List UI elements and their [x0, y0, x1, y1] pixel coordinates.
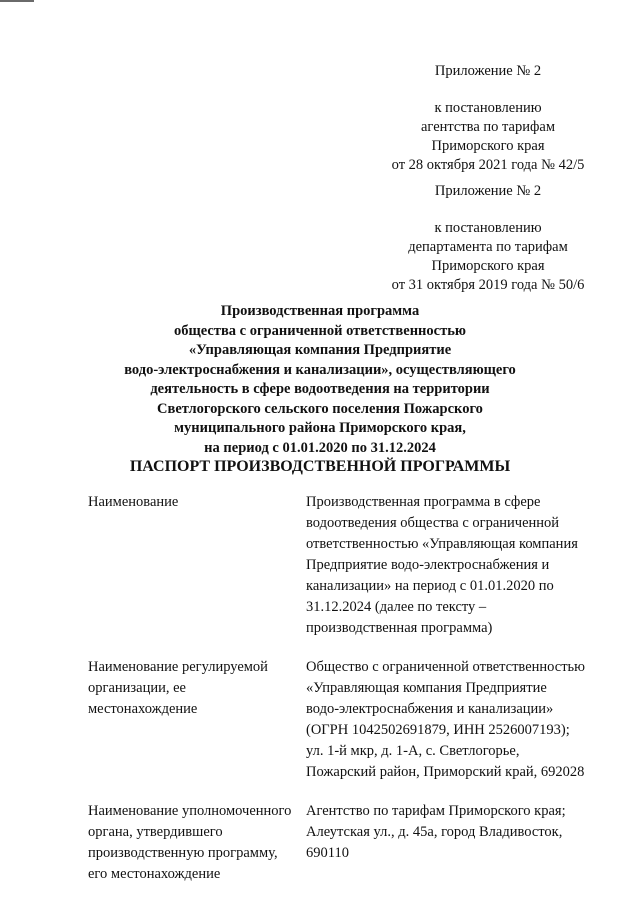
approval-line: к постановлению	[434, 100, 542, 116]
approval-appendix-label: Приложение № 2	[434, 63, 542, 79]
program-title-line: общества с ограниченной ответственностью	[174, 322, 466, 339]
program-title	[40, 302, 600, 458]
passport-row-name	[88, 492, 598, 639]
passport-row-value	[306, 657, 598, 783]
program-title-line: на период с 01.01.2020 по 31.12.2024	[204, 439, 436, 456]
approval-block-current	[388, 62, 588, 175]
approval-line: Приморского края	[431, 258, 545, 274]
approval-line: агентства по тарифам	[421, 119, 555, 135]
program-title-line: Производственная программа	[220, 303, 420, 319]
passport-value-line: водоотведения общества с ограниченной	[306, 515, 560, 531]
approval-appendix-label: Приложение № 2	[434, 183, 542, 199]
passport-row-label	[88, 657, 306, 783]
passport-label-line: органа, утвердившего	[88, 824, 223, 840]
approval-spacer	[388, 81, 588, 99]
passport-row-value	[306, 801, 598, 885]
passport-label-line: производственную программу,	[88, 845, 278, 861]
program-title-line: «Управляющая компания Предприятие	[188, 342, 452, 358]
passport-value-line: Предприятие водо-электроснабжения и	[306, 557, 550, 573]
passport-value-line: 31.12.2024 (далее по тексту –	[306, 599, 487, 615]
approval-line: к постановлению	[434, 220, 542, 236]
passport-value-line: водо-электроснабжения и канализации»	[306, 701, 554, 717]
passport-row-authority	[88, 801, 598, 885]
passport-value-line: Производственная программа в сфере	[306, 494, 541, 510]
passport-value-line: Алеутская ул., д. 45а, город Владивосток,	[306, 824, 563, 840]
approval-block-original	[388, 182, 588, 295]
scan-corner-mark	[0, 0, 34, 2]
passport-value-line: 690110	[306, 845, 349, 861]
approval-line: департамента по тарифам	[408, 239, 568, 255]
passport-value-line: Пожарский район, Приморский край, 692028	[306, 764, 585, 780]
passport-value-line: канализации» на период с 01.01.2020 по	[306, 578, 554, 594]
passport-value-line: Агентство по тарифам Приморского края;	[306, 803, 566, 819]
passport-value-line: ответственностью «Управляющая компания	[306, 536, 578, 552]
approval-date-number: от 28 октября 2021 года № 42/5	[391, 157, 585, 173]
passport-label-line: Наименование	[88, 494, 179, 510]
passport-label-line: местонахождение	[88, 701, 198, 717]
approval-spacer	[388, 201, 588, 219]
passport-label-line: Наименование уполномоченного	[88, 803, 292, 819]
passport-row-organization	[88, 657, 598, 783]
approval-date-number: от 31 октября 2019 года № 50/6	[391, 277, 585, 293]
approval-line: Приморского края	[431, 138, 545, 154]
passport-label-line: Наименование регулируемой	[88, 659, 268, 675]
passport-value-line: Общество с ограниченной ответственностью	[306, 659, 585, 675]
passport-value-line: ул. 1-й мкр, д. 1-А, с. Светлогорье,	[306, 743, 520, 759]
passport-label-line: организации, ее	[88, 680, 186, 696]
passport-label-line: его местонахождение	[88, 866, 221, 882]
passport-row-label	[88, 801, 306, 885]
passport-value-line: «Управляющая компания Предприятие	[306, 680, 547, 696]
program-title-line: Светлогорского сельского поселения Пожарского	[157, 400, 483, 417]
program-title-line: муниципального района Приморского края,	[174, 420, 466, 436]
passport-row-value	[306, 492, 598, 639]
passport-value-line: производственная программа)	[306, 620, 493, 636]
passport-heading: ПАСПОРТ ПРОИЗВОДСТВЕННОЙ ПРОГРАММЫ	[129, 458, 511, 475]
passport-value-line: (ОГРН 1042502691879, ИНН 2526007193);	[306, 722, 570, 738]
passport-table	[88, 492, 598, 903]
program-title-line: водо-электроснабжения и канализации», осуществляющего	[124, 361, 516, 378]
passport-row-label	[88, 492, 306, 639]
program-title-line: деятельность в сфере водоотведения на территории	[150, 381, 490, 397]
